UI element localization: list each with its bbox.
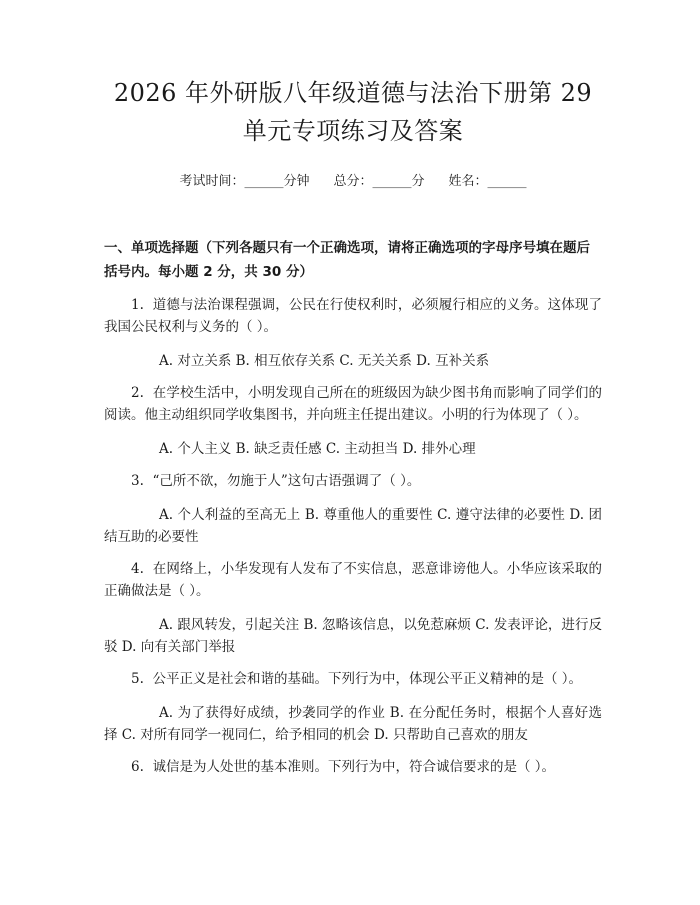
question-number: 5.: [131, 671, 144, 687]
question-2: [104, 382, 602, 426]
question-1-options: A. 对立关系 B. 相互依存关系 C. 无关关系 D. 互补关系: [159, 353, 490, 369]
question-4-options: A. 跟风转发，引起关注 B. 忽略该信息，以免惹麻烦 C. 发表评论，进行反驳 D. 向有关部门举报: [104, 617, 602, 655]
question-stem: “己所不欲，勿施于人”这句古语强调了（ ）。: [152, 473, 421, 489]
question-stem: 公平正义是社会和谐的基础。下列行为中，体现公平正义精神的是（ ）。: [152, 671, 583, 687]
question-stem: 诚信是为人处世的基本准则。下列行为中，符合诚信要求的是（ ）。: [152, 759, 556, 775]
question-5-options: A. 为了获得好成绩，抄袭同学的作业 B. 在分配任务时，根据个人喜好选择 C. 对所有同学一视同仁，给予相同的机会 D. 只帮助自己喜欢的朋友: [104, 705, 602, 743]
section-heading: 一、单项选择题（下列各题只有一个正确选项，请将正确选项的字母序号填在题后括号内。每小题 2 分，共 30 分）: [104, 240, 590, 280]
question-5: [104, 668, 602, 690]
question-number: 2.: [131, 385, 144, 401]
question-number: 1.: [131, 297, 144, 313]
title-line-1: 2026 年外研版八年级道德与法治下册第 29: [113, 79, 593, 107]
question-3: [104, 470, 602, 492]
exam-score-label: 总分：______分: [333, 174, 425, 189]
title-line-2: 单元专项练习及答案: [242, 117, 464, 145]
document-title: [104, 74, 602, 150]
question-number: 6.: [131, 759, 144, 775]
question-stem: 道德与法治课程强调，公民在行使权利时，必须履行相应的义务。这体现了我国公民权利与义务的（ ）。: [104, 297, 602, 335]
question-stem: 在学校生活中，小明发现自己所在的班级因为缺少图书角而影响了同学们的阅读。他主动组织同学收集图书，并向班主任提出建议。小明的行为体现了（ ）。: [104, 385, 602, 423]
question-3-options: A. 个人利益的至高无上 B. 尊重他人的重要性 C. 遵守法律的必要性 D. 团结互助的必要性: [104, 507, 602, 545]
question-1: [104, 294, 602, 338]
exam-time-label: 考试时间：______分钟: [179, 174, 310, 189]
question-2-options: A. 个人主义 B. 缺乏责任感 C. 主动担当 D. 排外心理: [159, 441, 476, 457]
question-stem: 在网络上，小华发现有人发布了不实信息，恶意诽谤他人。小华应该采取的正确做法是（ ）。: [104, 561, 602, 599]
exam-name-label: 姓名：______: [448, 174, 527, 189]
exam-info: [104, 172, 602, 192]
question-6: [104, 756, 602, 778]
question-4: [104, 558, 602, 602]
question-number: 3.: [131, 473, 144, 489]
question-number: 4.: [131, 561, 144, 577]
